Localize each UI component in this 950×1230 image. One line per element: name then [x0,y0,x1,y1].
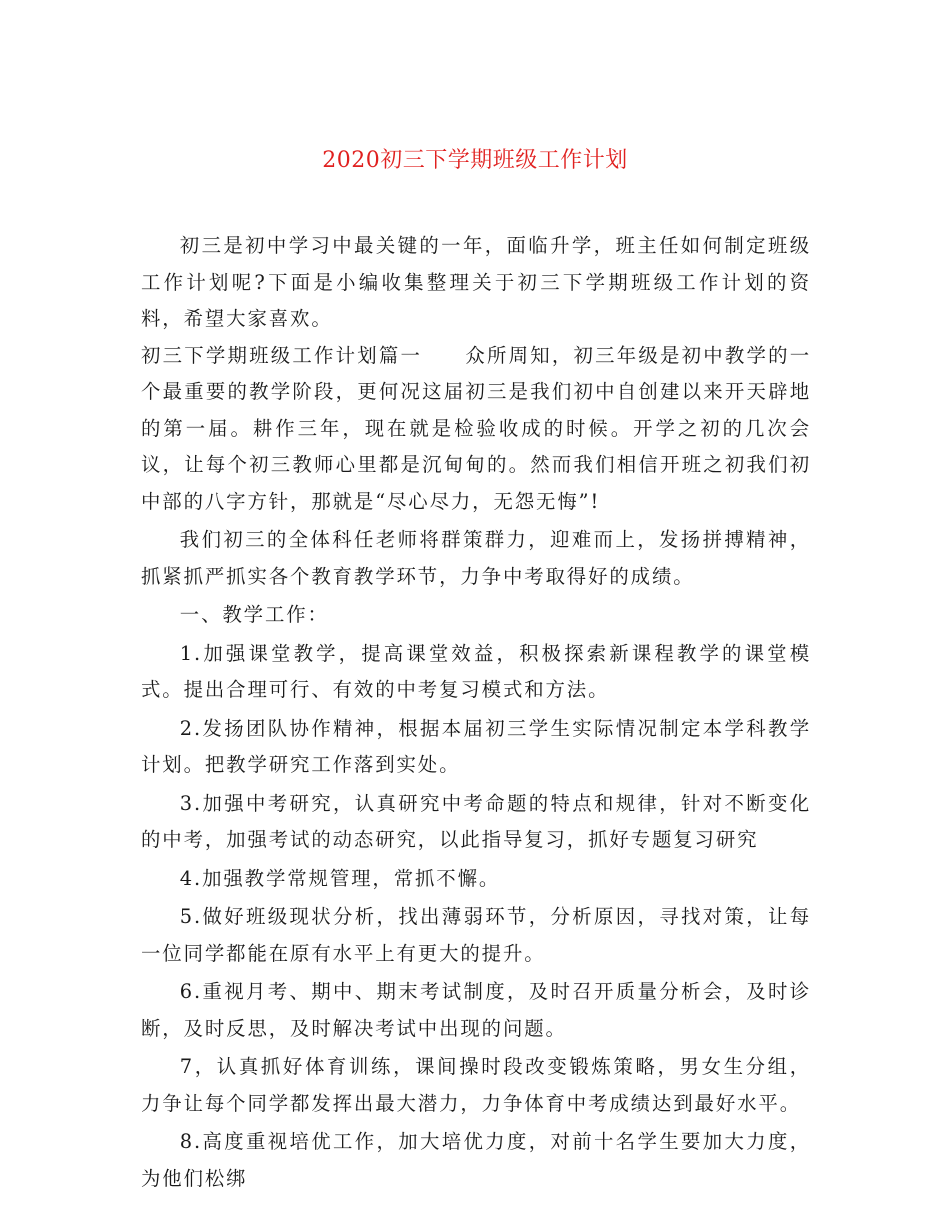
list-item-5: 5.做好班级现状分析，找出薄弱环节，分析原因，寻找对策，让每一位同学都能在原有水平上有更大的提升。 [141,905,811,965]
list-item-8: 8.高度重视培优工作，加大培优力度，对前十名学生要加大力度，为他们松绑 [141,1130,811,1190]
list-item-3: 3.加强中考研究，认真研究中考命题的特点和规律，针对不断变化的中考，加强考试的动态研究，以此指导复习，抓好专题复习研究 [141,791,811,851]
list-item-2: 2.发扬团队协作精神，根据本届初三学生实际情况制定本学科教学计划。把教学研究工作落到实处。 [141,716,811,776]
list-item-6: 6.重视月考、期中、期末考试制度，及时召开质量分析会，及时诊断，及时反思，及时解决考试中出现的问题。 [141,980,811,1040]
list-item-4: 4.加强教学常规管理，常抓不懈。 [179,866,501,890]
list-item-7: 7，认真抓好体育训练，课间操时段改变锻炼策略，男女生分组，力争让每个同学都发挥出最大潜力，力争体育中考成绩达到最好水平。 [141,1055,811,1115]
paragraph-teachers: 我们初三的全体科任老师将群策群力，迎难而上，发扬拼搏精神，抓紧抓严抓实各个教育教学环节，力争中考取得好的成绩。 [141,528,811,588]
document-title: 2020初三下学期班级工作计划 [322,148,628,173]
paragraph-plan-one: 初三下学期班级工作计划篇一 众所周知，初三年级是初中教学的一个最重要的教学阶段，更何况这届初三是我们初中自创建以来开天辟地的第一届。耕作三年，现在就是检验收成的时候。开学之初的几次会议，让每个初三教师心里都是沉甸甸的。然而我们相信开班之初我们初中部的八字方针，那就是“尽心尽力，无怨无悔”! [141,343,811,513]
list-item-1: 1.加强课堂教学，提高课堂效益，积极探索新课程教学的课堂模式。提出合理可行、有效的中考复习模式和方法。 [141,641,811,701]
document-body [141,228,811,1197]
section-heading-teaching: 一、教学工作： [179,603,329,626]
paragraph-intro: 初三是初中学习中最关键的一年，面临升学，班主任如何制定班级工作计划呢?下面是小编收集整理关于初三下学期班级工作计划的资料，希望大家喜欢。 [141,234,811,330]
